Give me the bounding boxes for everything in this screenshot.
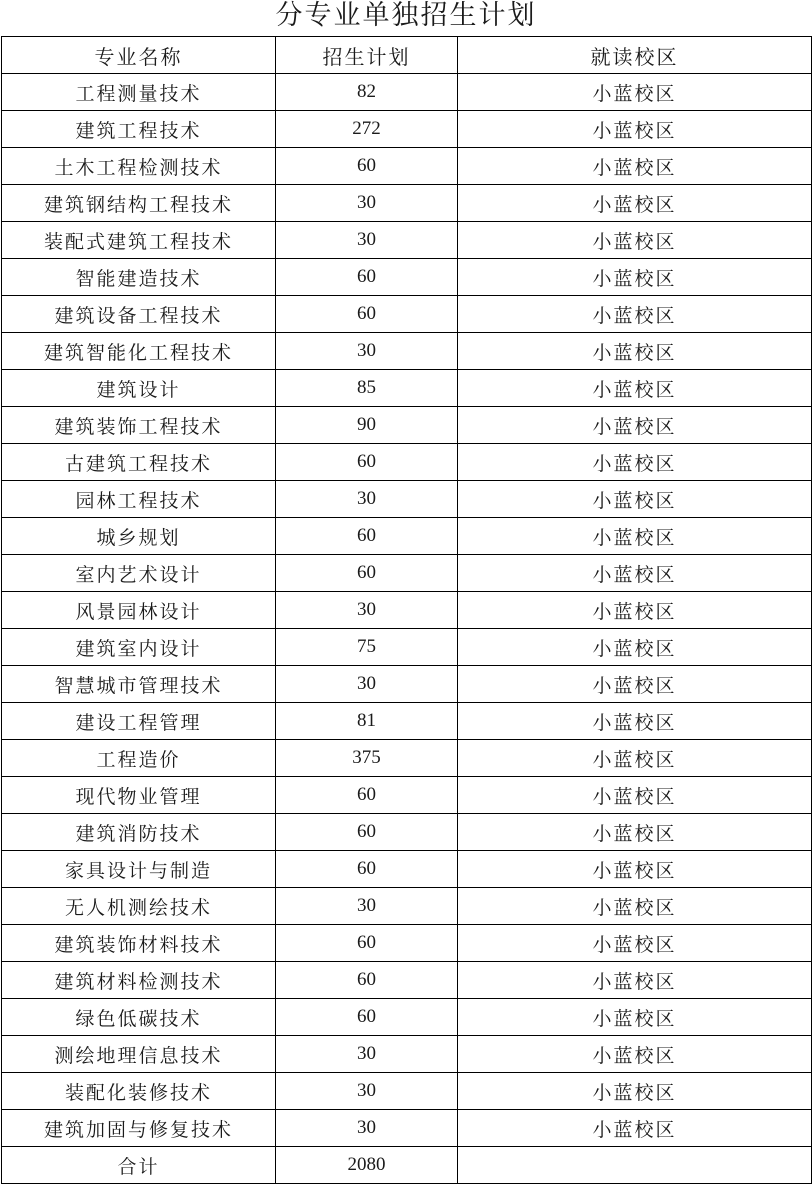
campus-cell: 小蓝校区 bbox=[458, 962, 812, 999]
table-body bbox=[2, 74, 812, 1147]
header-major: 专业名称 bbox=[2, 37, 276, 74]
plan-cell: 60 bbox=[276, 814, 458, 851]
table-row bbox=[2, 666, 812, 703]
major-cell: 工程造价 bbox=[2, 740, 276, 777]
campus-cell: 小蓝校区 bbox=[458, 592, 812, 629]
campus-cell: 小蓝校区 bbox=[458, 1036, 812, 1073]
plan-cell: 82 bbox=[276, 74, 458, 111]
campus-cell: 小蓝校区 bbox=[458, 148, 812, 185]
plan-cell: 75 bbox=[276, 629, 458, 666]
campus-cell: 小蓝校区 bbox=[458, 444, 812, 481]
table-row bbox=[2, 185, 812, 222]
plan-cell: 30 bbox=[276, 888, 458, 925]
table-row bbox=[2, 1036, 812, 1073]
major-cell: 工程测量技术 bbox=[2, 74, 276, 111]
plan-cell: 60 bbox=[276, 999, 458, 1036]
campus-cell: 小蓝校区 bbox=[458, 999, 812, 1036]
major-cell: 绿色低碳技术 bbox=[2, 999, 276, 1036]
campus-cell: 小蓝校区 bbox=[458, 888, 812, 925]
plan-cell: 60 bbox=[276, 851, 458, 888]
plan-cell: 30 bbox=[276, 1110, 458, 1147]
header-campus: 就读校区 bbox=[458, 37, 812, 74]
major-cell: 园林工程技术 bbox=[2, 481, 276, 518]
table-row bbox=[2, 555, 812, 592]
major-cell: 建筑装饰材料技术 bbox=[2, 925, 276, 962]
plan-cell: 30 bbox=[276, 481, 458, 518]
table-footer bbox=[2, 1147, 812, 1184]
campus-cell: 小蓝校区 bbox=[458, 333, 812, 370]
plan-cell: 30 bbox=[276, 666, 458, 703]
major-cell: 智慧城市管理技术 bbox=[2, 666, 276, 703]
plan-cell: 60 bbox=[276, 555, 458, 592]
table-row bbox=[2, 111, 812, 148]
table-row bbox=[2, 592, 812, 629]
plan-cell: 60 bbox=[276, 148, 458, 185]
table-row bbox=[2, 851, 812, 888]
major-cell: 建筑消防技术 bbox=[2, 814, 276, 851]
table-row bbox=[2, 370, 812, 407]
major-cell: 建设工程管理 bbox=[2, 703, 276, 740]
major-cell: 风景园林设计 bbox=[2, 592, 276, 629]
table-row bbox=[2, 1110, 812, 1147]
plan-cell: 60 bbox=[276, 925, 458, 962]
campus-cell: 小蓝校区 bbox=[458, 259, 812, 296]
campus-cell: 小蓝校区 bbox=[458, 296, 812, 333]
table-header bbox=[2, 37, 812, 74]
major-cell: 装配化装修技术 bbox=[2, 1073, 276, 1110]
table-row bbox=[2, 777, 812, 814]
plan-cell: 60 bbox=[276, 518, 458, 555]
total-plan: 2080 bbox=[276, 1147, 458, 1184]
campus-cell: 小蓝校区 bbox=[458, 703, 812, 740]
major-cell: 建筑装饰工程技术 bbox=[2, 407, 276, 444]
table-row bbox=[2, 703, 812, 740]
plan-cell: 90 bbox=[276, 407, 458, 444]
major-cell: 无人机测绘技术 bbox=[2, 888, 276, 925]
plan-cell: 60 bbox=[276, 777, 458, 814]
campus-cell: 小蓝校区 bbox=[458, 1110, 812, 1147]
campus-cell: 小蓝校区 bbox=[458, 407, 812, 444]
table-row bbox=[2, 296, 812, 333]
campus-cell: 小蓝校区 bbox=[458, 814, 812, 851]
campus-cell: 小蓝校区 bbox=[458, 740, 812, 777]
table-row bbox=[2, 481, 812, 518]
campus-cell: 小蓝校区 bbox=[458, 925, 812, 962]
major-cell: 建筑智能化工程技术 bbox=[2, 333, 276, 370]
plan-cell: 30 bbox=[276, 222, 458, 259]
major-cell: 建筑设备工程技术 bbox=[2, 296, 276, 333]
table-row bbox=[2, 814, 812, 851]
plan-cell: 272 bbox=[276, 111, 458, 148]
campus-cell: 小蓝校区 bbox=[458, 555, 812, 592]
campus-cell: 小蓝校区 bbox=[458, 629, 812, 666]
table-row bbox=[2, 222, 812, 259]
major-cell: 建筑材料检测技术 bbox=[2, 962, 276, 999]
major-cell: 建筑设计 bbox=[2, 370, 276, 407]
plan-cell: 81 bbox=[276, 703, 458, 740]
table-row bbox=[2, 740, 812, 777]
plan-cell: 30 bbox=[276, 1036, 458, 1073]
plan-cell: 60 bbox=[276, 259, 458, 296]
campus-cell: 小蓝校区 bbox=[458, 185, 812, 222]
plan-cell: 375 bbox=[276, 740, 458, 777]
table-row bbox=[2, 629, 812, 666]
major-cell: 建筑加固与修复技术 bbox=[2, 1110, 276, 1147]
header-row bbox=[2, 37, 812, 74]
header-plan: 招生计划 bbox=[276, 37, 458, 74]
total-label: 合计 bbox=[2, 1147, 276, 1184]
major-cell: 建筑钢结构工程技术 bbox=[2, 185, 276, 222]
plan-cell: 60 bbox=[276, 444, 458, 481]
enrollment-plan-table bbox=[1, 36, 812, 1184]
major-cell: 古建筑工程技术 bbox=[2, 444, 276, 481]
campus-cell: 小蓝校区 bbox=[458, 777, 812, 814]
table-row bbox=[2, 1073, 812, 1110]
table-row bbox=[2, 518, 812, 555]
campus-cell: 小蓝校区 bbox=[458, 111, 812, 148]
campus-cell: 小蓝校区 bbox=[458, 666, 812, 703]
plan-cell: 60 bbox=[276, 962, 458, 999]
major-cell: 建筑室内设计 bbox=[2, 629, 276, 666]
campus-cell: 小蓝校区 bbox=[458, 518, 812, 555]
plan-cell: 30 bbox=[276, 1073, 458, 1110]
campus-cell: 小蓝校区 bbox=[458, 851, 812, 888]
total-row bbox=[2, 1147, 812, 1184]
table-row bbox=[2, 444, 812, 481]
plan-cell: 30 bbox=[276, 592, 458, 629]
plan-cell: 60 bbox=[276, 296, 458, 333]
major-cell: 家具设计与制造 bbox=[2, 851, 276, 888]
major-cell: 建筑工程技术 bbox=[2, 111, 276, 148]
table-row bbox=[2, 925, 812, 962]
plan-cell: 85 bbox=[276, 370, 458, 407]
table-row bbox=[2, 888, 812, 925]
campus-cell: 小蓝校区 bbox=[458, 74, 812, 111]
campus-cell: 小蓝校区 bbox=[458, 1073, 812, 1110]
major-cell: 智能建造技术 bbox=[2, 259, 276, 296]
major-cell: 室内艺术设计 bbox=[2, 555, 276, 592]
table-row bbox=[2, 962, 812, 999]
page-title: 分专业单独招生计划 bbox=[275, 0, 537, 31]
plan-cell: 30 bbox=[276, 333, 458, 370]
total-campus bbox=[458, 1147, 812, 1184]
table-row bbox=[2, 407, 812, 444]
plan-cell: 30 bbox=[276, 185, 458, 222]
campus-cell: 小蓝校区 bbox=[458, 222, 812, 259]
major-cell: 城乡规划 bbox=[2, 518, 276, 555]
table-row bbox=[2, 333, 812, 370]
table-row bbox=[2, 259, 812, 296]
table-row bbox=[2, 999, 812, 1036]
major-cell: 现代物业管理 bbox=[2, 777, 276, 814]
table-row bbox=[2, 148, 812, 185]
campus-cell: 小蓝校区 bbox=[458, 370, 812, 407]
major-cell: 测绘地理信息技术 bbox=[2, 1036, 276, 1073]
campus-cell: 小蓝校区 bbox=[458, 481, 812, 518]
major-cell: 装配式建筑工程技术 bbox=[2, 222, 276, 259]
major-cell: 土木工程检测技术 bbox=[2, 148, 276, 185]
table-row bbox=[2, 74, 812, 111]
